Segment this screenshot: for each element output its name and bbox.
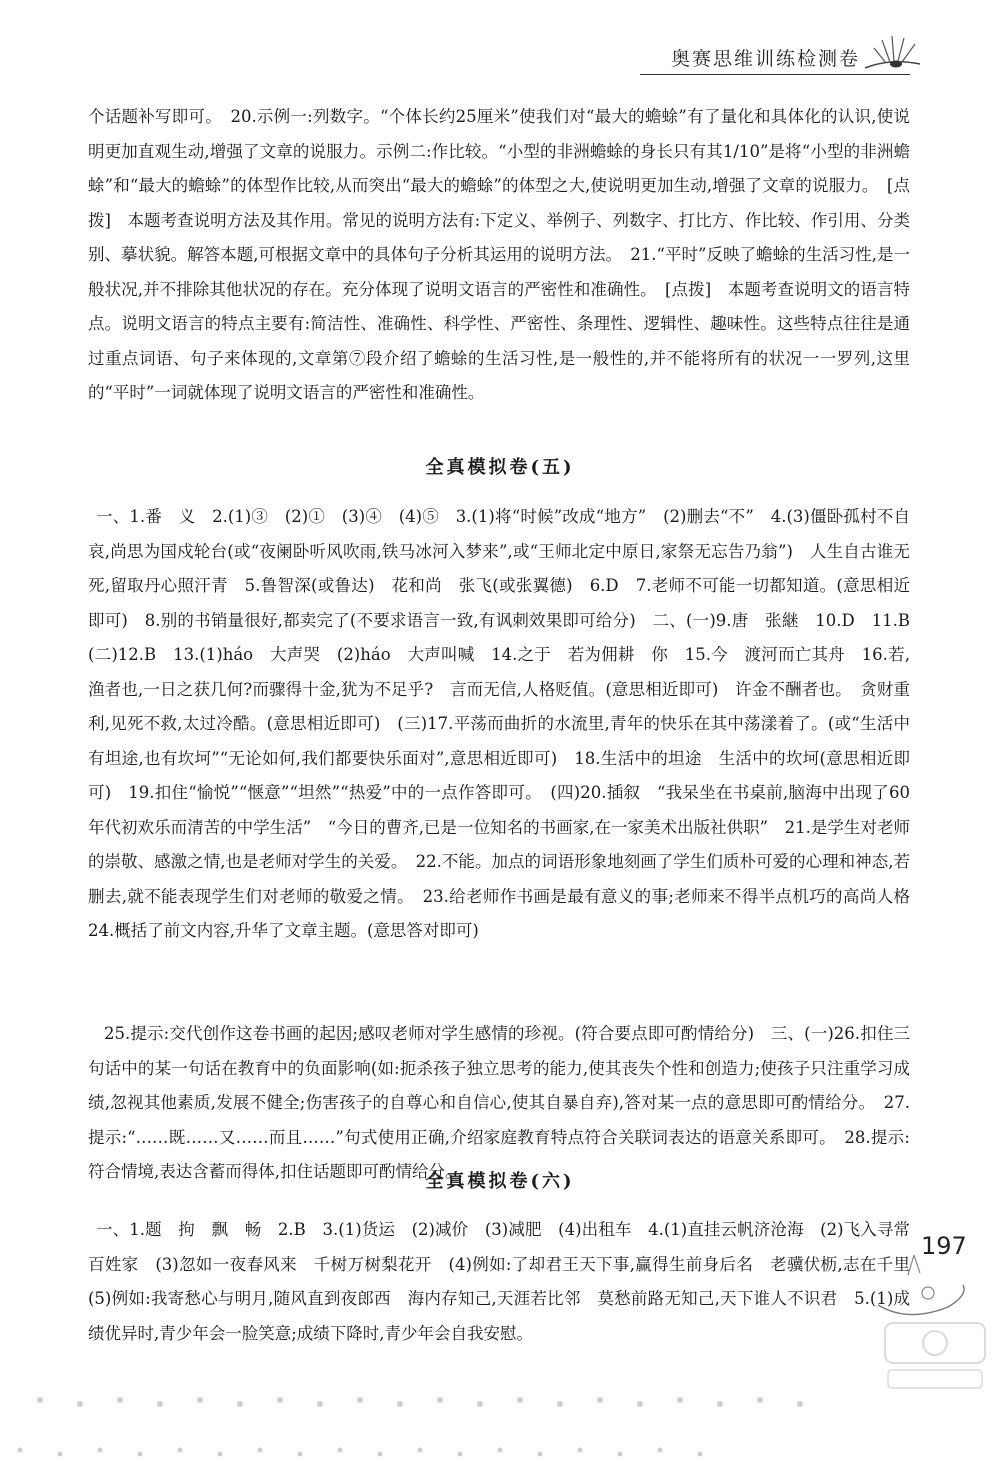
footer-dot-pattern [0, 1370, 860, 1470]
bird-ornament-icon [860, 28, 930, 78]
section6-paragraph: 一、1.题 拘 飘 畅 2.B 3.(1)货运 (2)减价 (3)减肥 (4)出租车 4.(1)直挂云帆济沧海 (2)飞入寻常百姓家 (3)忽如一夜春风来 千树万树梨花开 (4)例如:了却君王天下事,赢得生前身后名 老骥伏枥,志在千里 (5)例如:我寄愁心与明月,随风直到夜郎西 海内存知己,天涯若比邻 莫愁前路无知己,天下谁人不识君 5.(1)成绩优异时,青少年会一脸笑意;成绩下降时,青少年会自我安慰。 [88, 1220, 927, 1343]
answer-continuation-paragraph: 个话题补写即可。 20.示例一:列数字。“个体长约25厘米”使我们对“最大的蟾蜍”有了量化和具体化的认识,使说明更加直观生动,增强了文章的说服力。示例二:作比较。“小型的非洲蟾蜍的身长只有其1/10”是将“小型的非洲蟾蜍”和“最大的蟾蜍”的体型作比较,从而突出“最大的蟾蜍”的体型之大,使说明更加生动,增强了文章的说服力。 [点拨] 本题考查说明方法及其作用。常见的说明方法有:下定义、举例子、列数字、打比方、作比较、作引用、分类别、摹状貌。解答本题,可根据文章中的具体句子分析其运用的说明方法。 21.“平时”反映了蟾蜍的生活习性,是一般状况,并不排除其他状况的存在。充分体现了说明文语言的严密性和准确性。 [点拨] 本题考查说明文的语言特点。说明文语言的特点主要有:简洁性、准确性、科学性、严密性、条理性、逻辑性、趣味性。这些特点往往是通过重点词语、句子来体现的,文章第⑦段介绍了蟾蜍的生活习性,是一般性的,并不能将所有的状况一一罗列,这里的“平时”一词就体现了说明文语言的严密性和准确性。 [88, 107, 910, 402]
section-title-mock-exam-5: 全真模拟卷(五) [425, 457, 575, 478]
section-title-mock-exam-6: 全真模拟卷(六) [425, 1171, 575, 1192]
page-number: 197 [921, 1232, 967, 1260]
watermark-logo-icon [880, 1315, 990, 1395]
running-header-title: 奥赛思维训练检测卷 [670, 48, 860, 70]
decorative-drawing-icon [868, 1245, 978, 1325]
section5-paragraph: 25.提示:交代创作这卷书画的起因;感叹老师对学生感情的珍视。(符合要点即可酌情给分) 三、(一)26.扣住三句话中的某一句话在教育中的负面影响(如:扼杀孩子独立思考的能力,使其丧失个性和创造力;使孩子只注重学习成绩,忽视其他素质,发展不健全;伤害孩子的自尊心和自信心,使其自暴自弃),答对某一点的意思即可酌情给分。 27.提示:“……既……又……而且……”句式使用正确,介绍家庭教育特点符合关联词表达的语意关系即可。 28.提示:符合情境,表达含蓄而得体,扣住话题即可酌情给分。 [88, 1024, 910, 1181]
section5-paragraph: 一、1.番 义 2.(1)③ (2)① (3)④ (4)⑤ 3.(1)将“时候”改成“地方” (2)删去“不” 4.(3)僵卧孤村不自哀,尚思为国戍轮台(或“夜阑卧听风吹雨,铁马冰河入梦来”,或“王师北定中原日,家祭无忘告乃翁”) 人生自古谁无死,留取丹心照汗青 5.鲁智深(或鲁达) 花和尚 张飞(或张翼德) 6.D 7.老师不可能一切都知道。(意思相近即可) 8.别的书销量很好,都卖完了(不要求语言一致,有讽刺效果即可给分) 二、(一)9.唐 张継 10.D 11.B (二)12.B 13.(1)háo 大声哭 (2)háo 大声叫喊 14.之于 若为佣耕 你 15.今 渡河而亡其舟 16.若,渔者也,一日之获几何?而骤得十金,犹为不足乎? 言而无信,人格贬值。(意思相近即可) 许金不酬者也。 贪财重利,见死不救,太过冷酷。(意思相近即可) (三)17.平荡而曲折的水流里,青年的快乐在其中荡漾着了。(或“生活中有坦途,也有坎坷”“无论如何,我们都要快乐面对”,意思相近即可) 18.生活中的坦途 生活中的坎坷(意思相近即可) 19.扣住“愉悦”“惬意”“坦然”“热爱”中的一点作答即可。 (四)20.插叙 “我呆坐在书桌前,脑海中出现了60年代初欢乐而清苦的中学生活” “今日的曹齐,已是一位知名的书画家,在一家美术出版社供职” 21.是学生对老师的崇敬、感激之情,也是老师对学生的关爱。 22.不能。加点的词语形象地刻画了学生们质朴可爱的心理和神态,若删去,就不能表现学生们对老师的敬爱之情。 23.给老师作书画是最有意义的事;老师来不得半点机巧的高尚人格 24.概括了前文内容,升华了文章主题。(意思答对即可) [88, 507, 927, 940]
